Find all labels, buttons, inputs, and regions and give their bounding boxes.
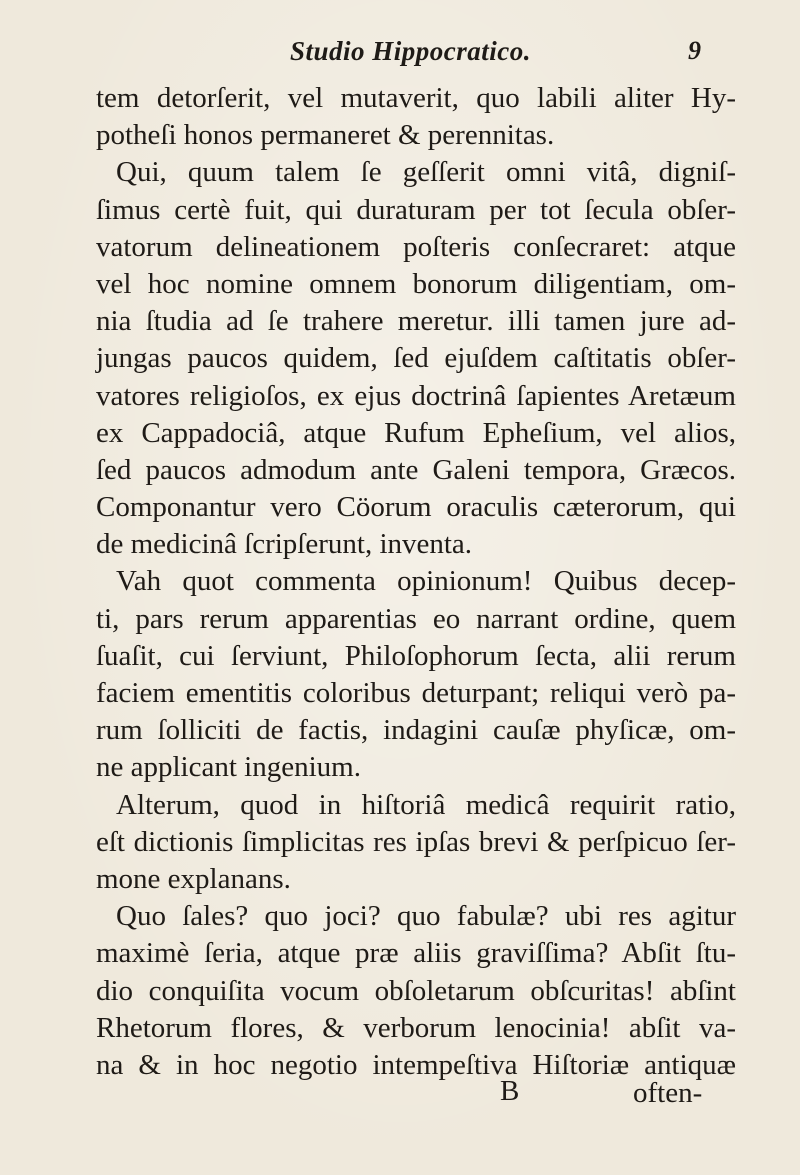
body-text bbox=[96, 80, 736, 1084]
signature-mark: B bbox=[500, 1075, 520, 1107]
running-head: Studio Hippocratico. bbox=[290, 36, 532, 66]
text-line: potheſi honos permaneret & perennitas. bbox=[96, 119, 555, 152]
text-line: dio conquiſita vocum obſoletarum obſcuritas! abſint bbox=[96, 974, 736, 1007]
text-line: ſuaſit, cui ſerviunt, Philoſophorum ſecta, alii rerum bbox=[96, 639, 736, 672]
text-line: vatores religioſos, ex ejus doctrinâ ſapientes Aretæum bbox=[96, 379, 736, 412]
text-line: Rhetorum flores, & verborum lenocinia! abſit va- bbox=[96, 1011, 736, 1044]
text-line: Vah quot commenta opinionum! Quibus decep- bbox=[116, 565, 736, 598]
text-line: vel hoc nomine omnem bonorum diligentiam, om- bbox=[96, 267, 736, 300]
text-line: mone explanans. bbox=[96, 862, 291, 895]
text-line: Qui, quum talem ſe geſſerit omni vitâ, digniſ- bbox=[116, 156, 736, 189]
text-line: ſimus certè fuit, qui duraturam per tot ſecula obſer- bbox=[96, 193, 736, 226]
text-line: nia ſtudia ad ſe trahere meretur. illi tamen jure ad- bbox=[96, 305, 736, 338]
text-line: eſt dictionis ſimplicitas res ipſas brevi & perſpicuo ſer- bbox=[96, 825, 736, 858]
text-line: de medicinâ ſcripſerunt, inventa. bbox=[96, 528, 473, 561]
text-line: rum ſolliciti de factis, indagini cauſæ phyſicæ, om- bbox=[96, 714, 736, 747]
catchword: often- bbox=[633, 1077, 703, 1109]
text-line: maximè ſeria, atque præ aliis graviſſima? Abſit ſtu- bbox=[96, 937, 736, 970]
text-line: vatorum delineationem poſteris conſecraret: atque bbox=[96, 230, 736, 263]
page-footer bbox=[0, 1075, 800, 1115]
page-number: 9 bbox=[688, 36, 701, 65]
text-line: ti, pars rerum apparentias eo narrant ordine, quem bbox=[96, 602, 736, 635]
text-line: Quo ſales? quo joci? quo fabulæ? ubi res agitur bbox=[116, 900, 736, 933]
text-line: jungas paucos quidem, ſed ejuſdem caſtitatis obſer- bbox=[96, 342, 736, 375]
text-line: Componantur vero Cöorum oraculis cæterorum, qui bbox=[96, 491, 736, 524]
text-line: ne applicant ingenium. bbox=[96, 751, 361, 784]
page-header bbox=[0, 30, 800, 70]
text-line: ex Cappadociâ, atque Rufum Epheſium, vel alios, bbox=[96, 416, 736, 449]
text-line: tem detorſerit, vel mutaverit, quo labili aliter Hy- bbox=[96, 82, 736, 114]
text-line: ſed paucos admodum ante Galeni tempora, Græcos. bbox=[96, 453, 736, 486]
text-line: faciem ementitis coloribus deturpant; reliqui verò pa- bbox=[96, 677, 736, 709]
text-line: Alterum, quod in hiſtoriâ medicâ requirit ratio, bbox=[116, 788, 736, 821]
text-line: na & in hoc negotio intempeſtiva Hiſtoriæ antiquæ bbox=[96, 1048, 736, 1081]
